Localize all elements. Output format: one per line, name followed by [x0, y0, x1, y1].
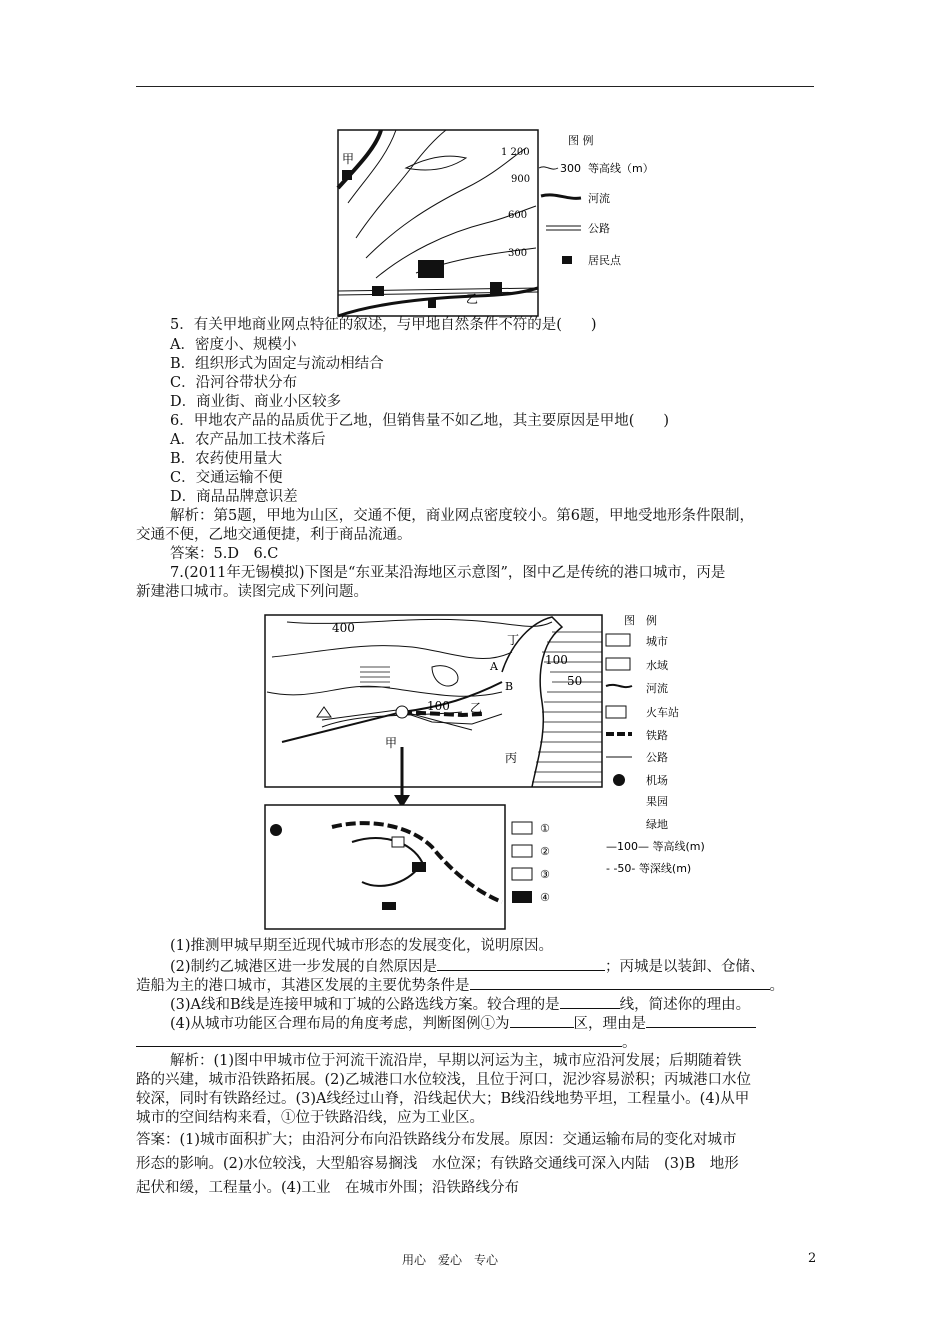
city-bing-label: 丙	[505, 751, 518, 765]
legend-station: 火车站	[646, 706, 679, 719]
coastal-map-figure	[262, 612, 732, 934]
q6-option-c: C．交通运输不便	[170, 470, 283, 486]
q6-option-b: B．农药使用量大	[170, 451, 283, 467]
legend-railway: 铁路	[646, 729, 668, 742]
legend-road: 公路	[588, 222, 610, 235]
label-jia: 甲	[342, 152, 355, 166]
city-jia-label: 甲	[385, 736, 398, 750]
q6-option-a: A．农产品加工技术落后	[170, 432, 326, 448]
q5-option-a: A．密度小、规模小	[170, 337, 297, 353]
route-b-label: B	[505, 680, 514, 693]
legend-river: 河流	[588, 192, 610, 205]
analysis-7-line3: 较深，同时有铁路经过。(3)A线经过山脊，沿线起伏大；B线沿线地势平坦，工程量小。(4)从甲	[136, 1091, 750, 1107]
legend-highway: 公路	[646, 751, 668, 764]
legend-title: 图 例	[624, 614, 657, 627]
contour-400-label: 400	[332, 621, 355, 635]
isobath-50-label: 50	[567, 674, 583, 688]
q7-4-line1: (4)从城市功能区合理布局的角度考虑，判断图例①为 区，理由是	[170, 1014, 756, 1034]
footer-motto: 用心 爱心 专心	[402, 1253, 499, 1267]
q7-3-blank[interactable]	[560, 995, 620, 1009]
inset-legend-4: ④	[540, 891, 550, 904]
q5-option-d: D．商业街、商业小区较多	[170, 394, 342, 410]
legend-green: 绿地	[646, 818, 668, 831]
city-ding-label: 丁	[507, 633, 520, 647]
q7-2-blank2[interactable]	[470, 976, 770, 990]
legend-river: 河流	[646, 682, 668, 695]
q7-intro-line1: 7.(2011年无锡模拟)下图是“东亚某沿海地区示意图”，图中乙是传统的港口城市，丙是	[170, 565, 726, 581]
legend-city: 城市	[646, 635, 668, 648]
legend-airport: 机场	[646, 774, 668, 787]
legend-water: 水域	[646, 659, 668, 672]
analysis-5-6-line1: 解析：第5题，甲地为山区，交通不便，商业网点密度较小。第6题，甲地受地形条件限制，	[170, 508, 754, 524]
answer-5-6: 答案：5.D 6.C	[170, 546, 279, 562]
inset-legend-2: ②	[540, 845, 550, 858]
legend-isobath: - -50- 等深线(m)	[606, 862, 692, 875]
page-number: 2	[808, 1251, 817, 1266]
q7-4-blank2[interactable]	[646, 1014, 756, 1028]
contour-1200: 1 200	[501, 147, 530, 158]
analysis-5-6-line2: 交通不便，乙地交通便捷，利于商品流通。	[136, 527, 412, 543]
analysis-7-line1: 解析：(1)图中甲城市位于河流干流沿岸，早期以河运为主，城市应沿河发展；后期随着铁	[170, 1053, 742, 1069]
q7-3: (3)A线和B线是连接甲城和丁城的公路选线方案。较合理的是 线，简述你的理由。	[170, 997, 751, 1013]
answer-7-line1: 答案：(1)城市面积扩大；由沿河分布向沿铁路线分布发展。原因：交通运输布局的变化对城市	[136, 1132, 737, 1148]
q5-stem: 5．有关甲地商业网点特征的叙述，与甲地自然条件不符的是( )	[170, 317, 597, 333]
q7-2-line2: 造船为主的港口城市，其港区发展的主要优势条件是 。	[136, 978, 784, 994]
legend-settlement: 居民点	[588, 254, 621, 267]
q7-intro-line2: 新建港口城市。读图完成下列问题。	[136, 584, 368, 600]
q7-2-blank1[interactable]	[437, 957, 605, 971]
q7-2-line1: (2)制约乙城港区进一步发展的自然原因是 ；丙城是以装卸、仓储、	[170, 959, 765, 975]
q5-option-c: C．沿河谷带状分布	[170, 375, 298, 391]
contour-600: 600	[508, 210, 528, 221]
contour-900: 900	[511, 174, 531, 185]
legend-contour: 等高线（m）	[588, 162, 654, 175]
q7-4-blank1[interactable]	[510, 1014, 574, 1028]
answer-7-line3: 起伏和缓，工程量小。(4)工业 在城市外围；沿铁路线分布	[136, 1180, 520, 1196]
analysis-7-line2: 路的兴建，城市沿铁路拓展。(2)乙城港口水位较浅，且位于河口，泥沙容易淤积；丙城港口水位	[136, 1072, 752, 1088]
inset-legend-3: ③	[540, 868, 550, 881]
q6-option-d: D．商品品牌意识差	[170, 489, 298, 505]
legend-orchard: 果园	[646, 795, 668, 808]
legend-title: 图 例	[568, 134, 594, 147]
header-rule	[136, 86, 814, 87]
contour-map-figure	[336, 128, 666, 320]
legend-contour-num: 300	[560, 162, 581, 175]
legend-contour: —100— 等高线(m)	[606, 840, 705, 853]
q5-option-b: B．组织形式为固定与流动相结合	[170, 356, 384, 372]
city-yi-label: 乙	[470, 701, 483, 715]
q6-stem: 6．甲地农产品的品质优于乙地，但销售量不如乙地，其主要原因是甲地( )	[170, 413, 670, 429]
analysis-7-line4: 城市的空间结构来看，①位于铁路沿线，应为工业区。	[136, 1110, 484, 1126]
answer-7-line2: 形态的影响。(2)水位较浅，大型船容易搁浅 水位深；有铁路交通线可深入内陆 (3)B 地形	[136, 1156, 739, 1172]
contour-100-label-b: 100	[545, 653, 568, 667]
q7-1: (1)推测甲城早期至近现代城市形态的发展变化，说明原因。	[170, 938, 554, 954]
inset-legend-1: ①	[540, 822, 550, 835]
contour-300: 300	[508, 248, 528, 259]
q7-4-blank3[interactable]	[136, 1033, 622, 1047]
route-a-label: A	[490, 660, 498, 673]
label-yi: 乙	[466, 292, 479, 306]
q7-4-line2: 。	[136, 1033, 637, 1053]
contour-100-label-a: 100	[427, 699, 450, 713]
